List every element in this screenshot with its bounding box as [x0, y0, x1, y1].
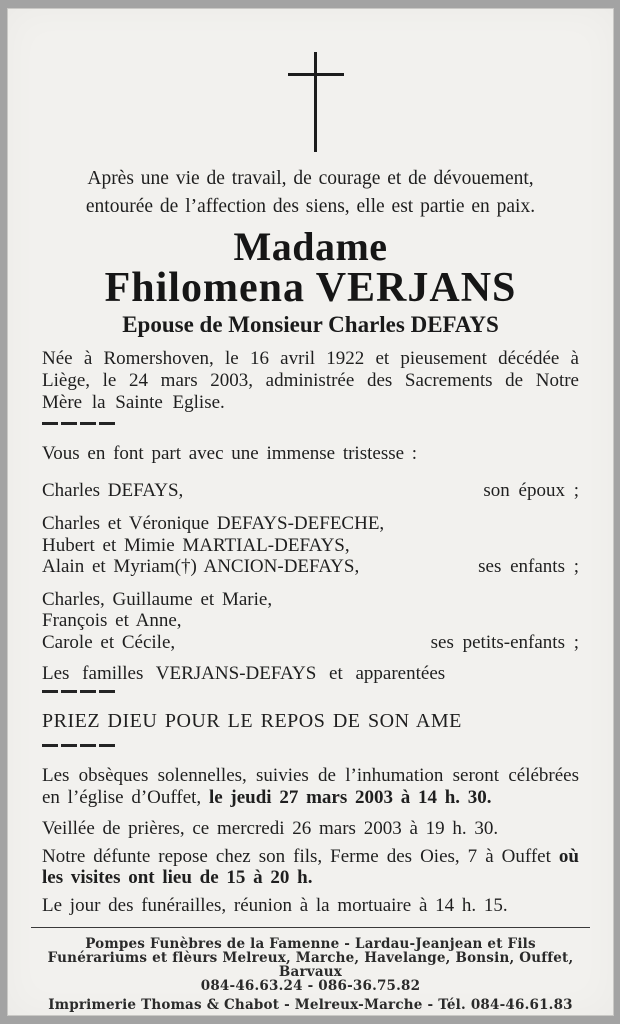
- cross-icon: [288, 52, 344, 152]
- child-line: Hubert et Mimie MARTIAL-DEFAYS,: [42, 534, 350, 556]
- children-relation: ses enfants ;: [478, 556, 579, 577]
- epitaph-line-2: entourée de l’affection des siens, elle est partie en paix.: [85, 196, 536, 217]
- child-line: Charles et Véronique DEFAYS-DEFECHE,: [42, 513, 385, 534]
- biography-text: Née à Romershoven, le 16 avril 1922 et pieusement décédée à Liège, le 24 mars 2003, administrée des Sacrements de Notre Mère la Sainte Eglise.: [42, 348, 579, 413]
- prayer-line: PRIEZ DIEU POUR LE REPOS DE SON AME: [42, 710, 462, 732]
- grandchildren-group: [7, 589, 614, 654]
- deceased-title: Madame: [233, 224, 388, 269]
- repose-hours-bold: où les visites ont lieu de 15 à 20 h.: [42, 845, 579, 888]
- epitaph: [7, 165, 614, 221]
- spouse-relation: son époux ;: [483, 479, 579, 501]
- spouse-names: Charles DEFAYS,: [42, 479, 184, 501]
- dash-separator: [7, 744, 614, 747]
- child-line-with-relation: [42, 556, 579, 578]
- children-group: [7, 513, 614, 578]
- funerariums-line: Funérariums et flèurs Melreux, Marche, Havelange, Bonsin, Ouffet, Barvaux: [47, 950, 574, 980]
- grandchild-line: Carole et Cécile,: [42, 631, 176, 653]
- epitaph-line-1: Après une vie de travail, de courage et de dévouement,: [87, 168, 534, 189]
- families-line: Les familles VERJANS-DEFAYS et apparentées: [42, 663, 446, 684]
- printer-line: Imprimerie Thomas & Chabot - Melreux-Marche - Tél. 084-46.61.83: [48, 997, 573, 1013]
- announcement-intro: Vous en font part avec une immense tristesse :: [42, 443, 418, 464]
- dash-separator: [7, 690, 614, 693]
- grandchildren-relation: ses petits-enfants ;: [430, 631, 579, 653]
- funeral-datetime-bold: le jeudi 27 mars 2003 à 14 h. 30.: [208, 786, 492, 808]
- grandchild-line: François et Anne,: [42, 610, 182, 631]
- vigil-text: Veillée de prières, ce mercredi 26 mars 2003 à 19 h. 30.: [42, 818, 499, 839]
- footer-rule: [31, 927, 590, 928]
- child-line: Alain et Myriam(†) ANCION-DEFAYS,: [42, 556, 360, 577]
- funeral-day-meeting-text: Le jour des funérailles, réunion à la mortuaire à 14 h. 15.: [42, 894, 508, 916]
- footer: [7, 937, 614, 1012]
- deceased-name: Fhilomena VERJANS: [104, 265, 517, 311]
- grandchild-line: Charles, Guillaume et Marie,: [42, 588, 273, 610]
- spouse-of-line: Epouse de Monsieur Charles DEFAYS: [122, 312, 499, 337]
- repose-regular: Notre défunte repose chez son fils, Ferme des Oies, 7 à Ouffet: [42, 845, 559, 867]
- funeral-service-text: [7, 765, 614, 808]
- phone-numbers-line: 084-46.63.24 - 086-36.75.82: [200, 978, 421, 994]
- repose-text: [7, 846, 614, 889]
- grandchild-line-with-relation: [42, 632, 579, 654]
- funeral-home-line: Pompes Funèbres de la Famenne - Lardau-Jeanjean et Fils: [85, 936, 536, 952]
- memorial-card: [7, 8, 614, 1016]
- dash-separator: [7, 422, 614, 425]
- funeral-service-regular: Les obsèques solennelles, suivies de l’inhumation seront célébrées en l’église d’Ouffet,: [42, 765, 579, 808]
- spouse-row: [7, 480, 614, 502]
